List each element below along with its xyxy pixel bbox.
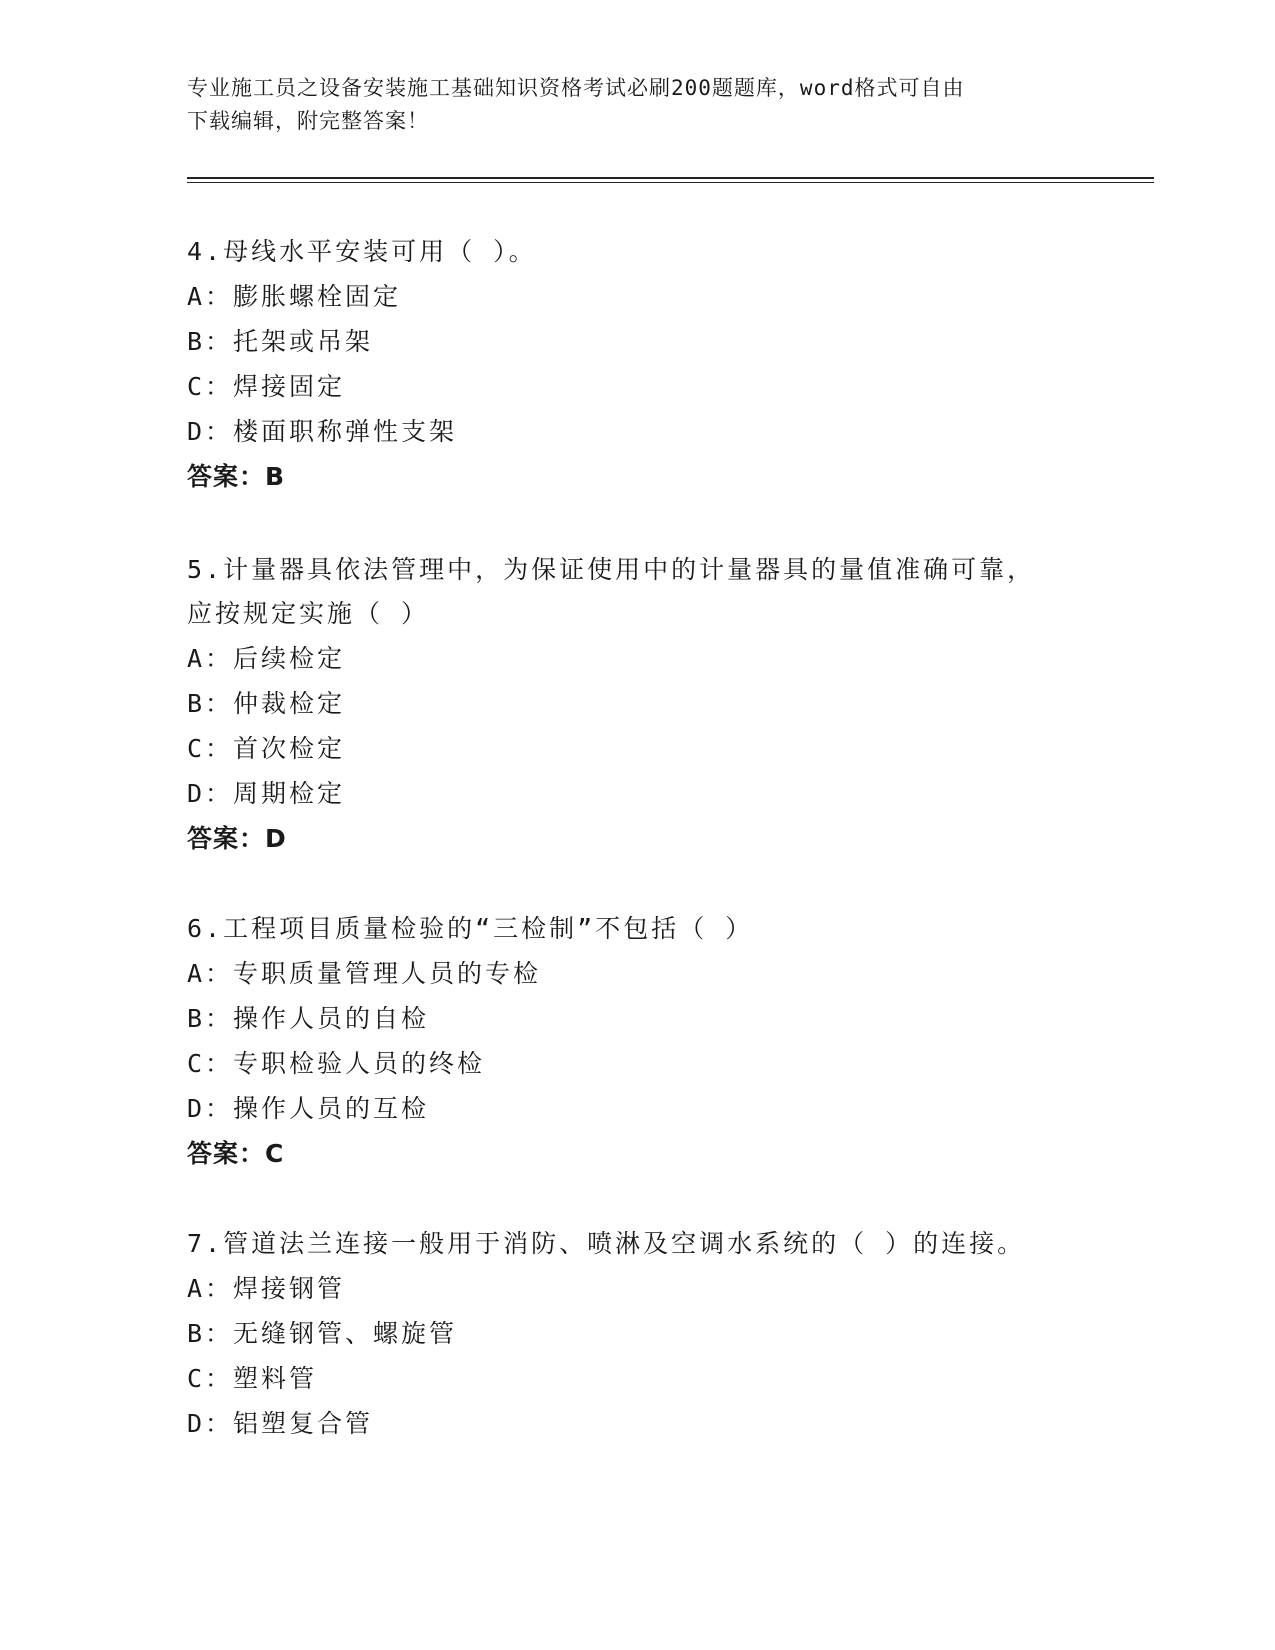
question-5 — [187, 548, 1087, 861]
option-b: B：操作人员的自检 — [187, 1004, 430, 1033]
header-line-2: 下载编辑，附完整答案！ — [187, 109, 429, 133]
option-d: D：操作人员的互检 — [187, 1094, 430, 1123]
header-line-1: 专业施工员之设备安装施工基础知识资格考试必刷200题题库，word格式可自由 — [187, 76, 965, 100]
option-c: C：首次检定 — [187, 734, 346, 763]
header-divider — [187, 177, 1154, 183]
option-a: A：膨胀螺栓固定 — [187, 282, 402, 311]
option-d: D：铝塑复合管 — [187, 1409, 374, 1438]
question-6 — [187, 907, 1087, 1176]
option-b: B：托架或吊架 — [187, 327, 374, 356]
option-a: A：专职质量管理人员的专检 — [187, 959, 542, 988]
question-stem: 4.母线水平安装可用（ ）。 — [187, 237, 537, 266]
option-d: D：楼面职称弹性支架 — [187, 417, 458, 446]
option-b: B：仲裁检定 — [187, 689, 346, 718]
option-c: C：专职检验人员的终检 — [187, 1049, 486, 1078]
question-stem-continued: 应按规定实施（ ） — [187, 599, 430, 628]
option-a: A：焊接钢管 — [187, 1274, 346, 1303]
question-stem: 7.管道法兰连接一般用于消防、喷淋及空调水系统的（ ）的连接。 — [187, 1229, 1026, 1258]
answer: 答案：D — [187, 824, 287, 853]
question-stem: 5.计量器具依法管理中，为保证使用中的计量器具的量值准确可靠， — [187, 555, 1036, 584]
option-a: A：后续检定 — [187, 644, 346, 673]
question-7 — [187, 1222, 1087, 1446]
option-c: C：塑料管 — [187, 1364, 318, 1393]
answer: 答案：B — [187, 462, 286, 491]
answer: 答案：C — [187, 1139, 285, 1168]
option-c: C：焊接固定 — [187, 372, 346, 401]
document-header — [187, 72, 1087, 138]
option-d: D：周期检定 — [187, 779, 346, 808]
option-b: B：无缝钢管、螺旋管 — [187, 1319, 458, 1348]
question-4 — [187, 230, 1087, 499]
question-stem: 6.工程项目质量检验的“三检制”不包括（ ） — [187, 914, 754, 943]
